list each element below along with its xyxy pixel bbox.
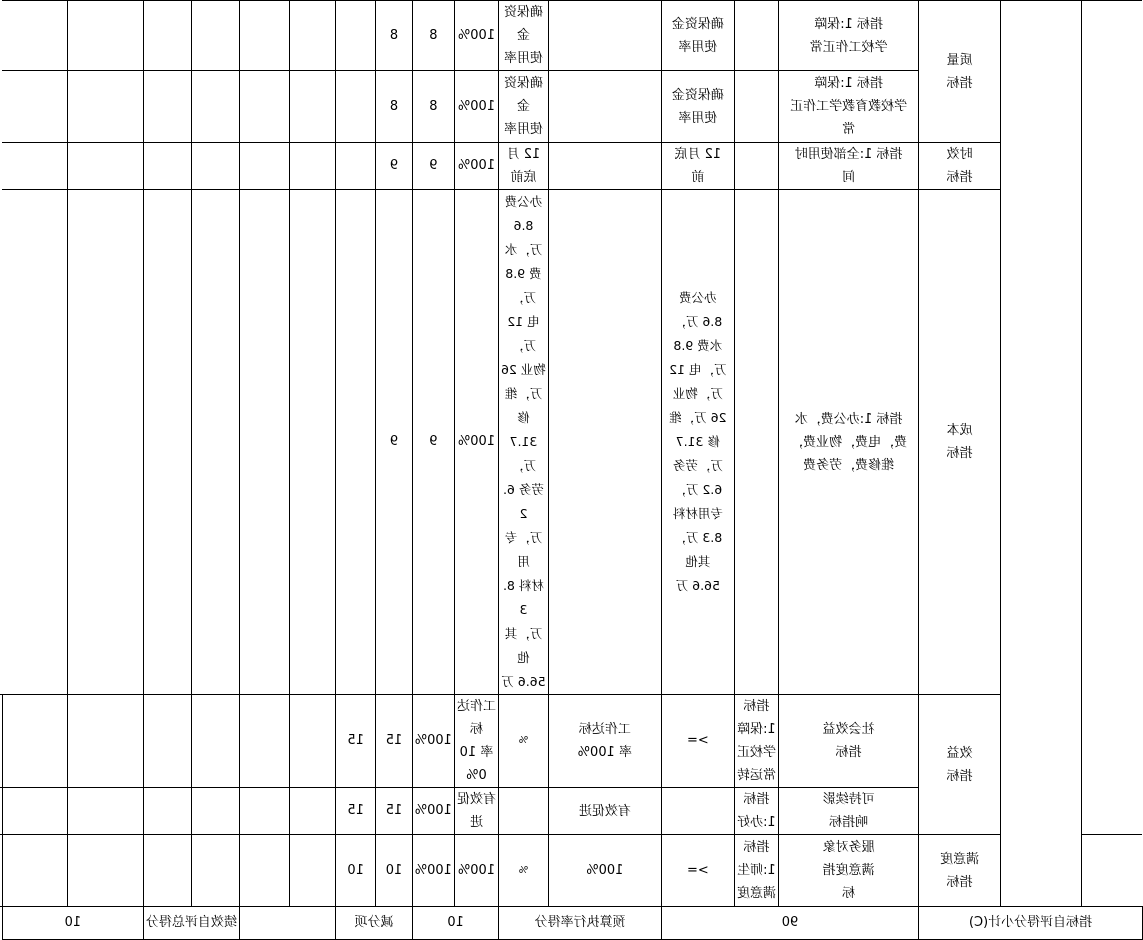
- target-value: 确保资金 使用率: [661, 71, 734, 143]
- level3-indicator: 指标 1:保障 学校教育教学工作正 常: [779, 71, 919, 143]
- score-value: 9: [375, 143, 412, 190]
- blank-cell: [68, 695, 144, 788]
- blank-cell: [143, 71, 191, 143]
- blank-cell: [143, 835, 191, 907]
- full-score-value: 8: [412, 1, 454, 71]
- blank-cell: [3, 143, 68, 190]
- weight-value: 100%: [454, 190, 499, 695]
- unit-value: %: [499, 695, 548, 788]
- operator-cell: [734, 143, 779, 190]
- blank-cell: [289, 190, 336, 695]
- score-value: 10: [336, 835, 376, 907]
- operator-cell: [734, 190, 779, 695]
- left-margin-cell: [1081, 1, 1142, 835]
- level3-indicator: 指标 1:办好: [734, 788, 779, 835]
- blank-cell: [336, 190, 376, 695]
- blank-cell: [240, 695, 289, 788]
- blank-cell: [240, 1, 289, 71]
- target-value: 办公费 8.6 万， 水费 9.8 万，电 12 万，物业 26 万，维 修 31.7 万，劳务 6.2 万， 专用材料 8.3 万， 其他 56.6 万: [661, 190, 734, 695]
- target-value: 有效促进: [548, 788, 661, 835]
- blank-cell: [191, 835, 239, 907]
- blank-cell: [143, 788, 191, 835]
- table-row: [0, 695, 1143, 788]
- level3-indicator: 指标 1:师生满意度: [734, 835, 779, 907]
- blank-cell: [68, 835, 144, 907]
- blank-cell: [0, 835, 3, 907]
- actual-value: 确保资金 使用率: [499, 71, 548, 143]
- actual-value: 办公费 8.6 万，水 费 9.8 万， 电 12 万， 物业 26 万，维修 31.7 万， 劳务 6.2 万，专用 材料 8.3 万，其他 56.6 万: [499, 190, 548, 695]
- unit-cell: [548, 190, 661, 695]
- total-score-value: 10: [3, 907, 144, 940]
- blank-cell: [240, 71, 289, 143]
- table-row: [0, 907, 1143, 940]
- blank-cell: [191, 71, 239, 143]
- level3-indicator: 指标 1:保障 学校正常运转: [734, 695, 779, 788]
- level3-indicator: 指标 1:保障 学校工作正常: [779, 1, 919, 71]
- level1-indicator-benefit: 效益 指标: [919, 695, 1001, 835]
- operator-value: >=: [661, 695, 734, 788]
- score-value: 15: [336, 788, 376, 835]
- blank-cell: [3, 788, 68, 835]
- full-score-value: 9: [412, 143, 454, 190]
- blank-cell: [68, 788, 144, 835]
- table-row: [0, 835, 1143, 907]
- target-value: 确保资金 使用率: [661, 1, 734, 71]
- level2-indicator-cost: 成本 指标: [919, 190, 1001, 695]
- budget-execution-value: 10: [412, 907, 498, 940]
- blank-cell: [0, 695, 3, 788]
- table-row: [0, 1, 1143, 71]
- blank-cell: [68, 190, 144, 695]
- blank-cell: [289, 695, 336, 788]
- total-score-label: 绩效自评总得分: [143, 907, 239, 940]
- unit-cell: [548, 1, 661, 71]
- blank-cell: [191, 788, 239, 835]
- full-score-value: 15: [375, 695, 412, 788]
- full-score-value: 9: [412, 190, 454, 695]
- blank-cell: [336, 143, 376, 190]
- score-value: 9: [375, 190, 412, 695]
- blank-cell: [240, 190, 289, 695]
- blank-cell: [336, 71, 376, 143]
- blank-cell: [289, 788, 336, 835]
- actual-value: 工作达标 率 100%: [454, 695, 499, 788]
- subtotal-label: 指标自评得分小计(C): [919, 907, 1143, 940]
- actual-value: 100%: [454, 835, 499, 907]
- target-value: 12 月底 前: [661, 143, 734, 190]
- table-row: [0, 143, 1143, 190]
- blank-cell: [289, 143, 336, 190]
- full-score-value: 10: [375, 835, 412, 907]
- blank-cell: [143, 190, 191, 695]
- blank-cell: [3, 1, 68, 71]
- level2-indicator-quality: 质量 指标: [919, 1, 1001, 143]
- target-value: 工作达标 率 100%: [548, 695, 661, 788]
- full-score-value: 15: [375, 788, 412, 835]
- blank-cell: [289, 71, 336, 143]
- operator-value: >=: [661, 835, 734, 907]
- level1-indicator-cell: [1001, 1, 1082, 907]
- unit-cell: [499, 788, 548, 835]
- level2-indicator-time: 时效 指标: [919, 143, 1001, 190]
- operator-cell: [661, 788, 734, 835]
- deduction-value: [240, 907, 336, 940]
- full-score-value: 8: [412, 71, 454, 143]
- subtotal-value: 90: [661, 907, 918, 940]
- blank-cell: [191, 190, 239, 695]
- score-value: 15: [336, 695, 376, 788]
- level2-indicator-sustain: 可持续影 响指标: [779, 788, 919, 835]
- blank-cell: [191, 143, 239, 190]
- actual-value: 有效促进: [454, 788, 499, 835]
- deduction-label: 减分项: [336, 907, 413, 940]
- score-value: 8: [375, 71, 412, 143]
- score-value: 8: [375, 1, 412, 71]
- blank-cell: [143, 1, 191, 71]
- blank-cell: [191, 695, 239, 788]
- table-row: [0, 190, 1143, 695]
- actual-value: 确保资金 使用率: [499, 1, 548, 71]
- unit-cell: [548, 71, 661, 143]
- blank-cell: [240, 788, 289, 835]
- weight-value: 100%: [454, 143, 499, 190]
- weight-value: 100%: [454, 1, 499, 71]
- blank-cell: [143, 695, 191, 788]
- operator-cell: [734, 71, 779, 143]
- level2-indicator-satisfaction: 服务对象 满意度指 标: [779, 835, 919, 907]
- operator-cell: [734, 1, 779, 71]
- budget-execution-label: 预算执行率得分: [499, 907, 662, 940]
- blank-cell: [3, 835, 68, 907]
- blank-cell: [3, 71, 68, 143]
- unit-value: %: [499, 835, 548, 907]
- weight-value: 100%: [412, 788, 454, 835]
- blank-cell: [3, 190, 68, 695]
- blank-cell: [289, 1, 336, 71]
- weight-value: 100%: [412, 835, 454, 907]
- actual-value: 12 月底前: [499, 143, 548, 190]
- blank-cell: [289, 835, 336, 907]
- blank-cell: [68, 143, 144, 190]
- level1-indicator-satisfaction: 满意度 指标: [919, 835, 1001, 907]
- blank-cell: [191, 1, 239, 71]
- target-value: 100%: [548, 835, 661, 907]
- unit-cell: [548, 143, 661, 190]
- blank-cell: [336, 1, 376, 71]
- left-margin-cell: [1081, 835, 1142, 907]
- blank-cell: [0, 788, 3, 835]
- blank-cell: [3, 695, 68, 788]
- blank-cell: [240, 143, 289, 190]
- blank-cell: [68, 71, 144, 143]
- level3-indicator: 指标 1:办公费，水 费，电费，物业费， 维修费，劳务费: [779, 190, 919, 695]
- level3-indicator: 指标 1:全部使用时 间: [779, 143, 919, 190]
- blank-cell: [240, 835, 289, 907]
- weight-value: 100%: [454, 71, 499, 143]
- blank-cell: [68, 1, 144, 71]
- weight-value: 100%: [412, 695, 454, 788]
- level2-indicator-social: 社会效益 指标: [779, 695, 919, 788]
- blank-cell: [143, 143, 191, 190]
